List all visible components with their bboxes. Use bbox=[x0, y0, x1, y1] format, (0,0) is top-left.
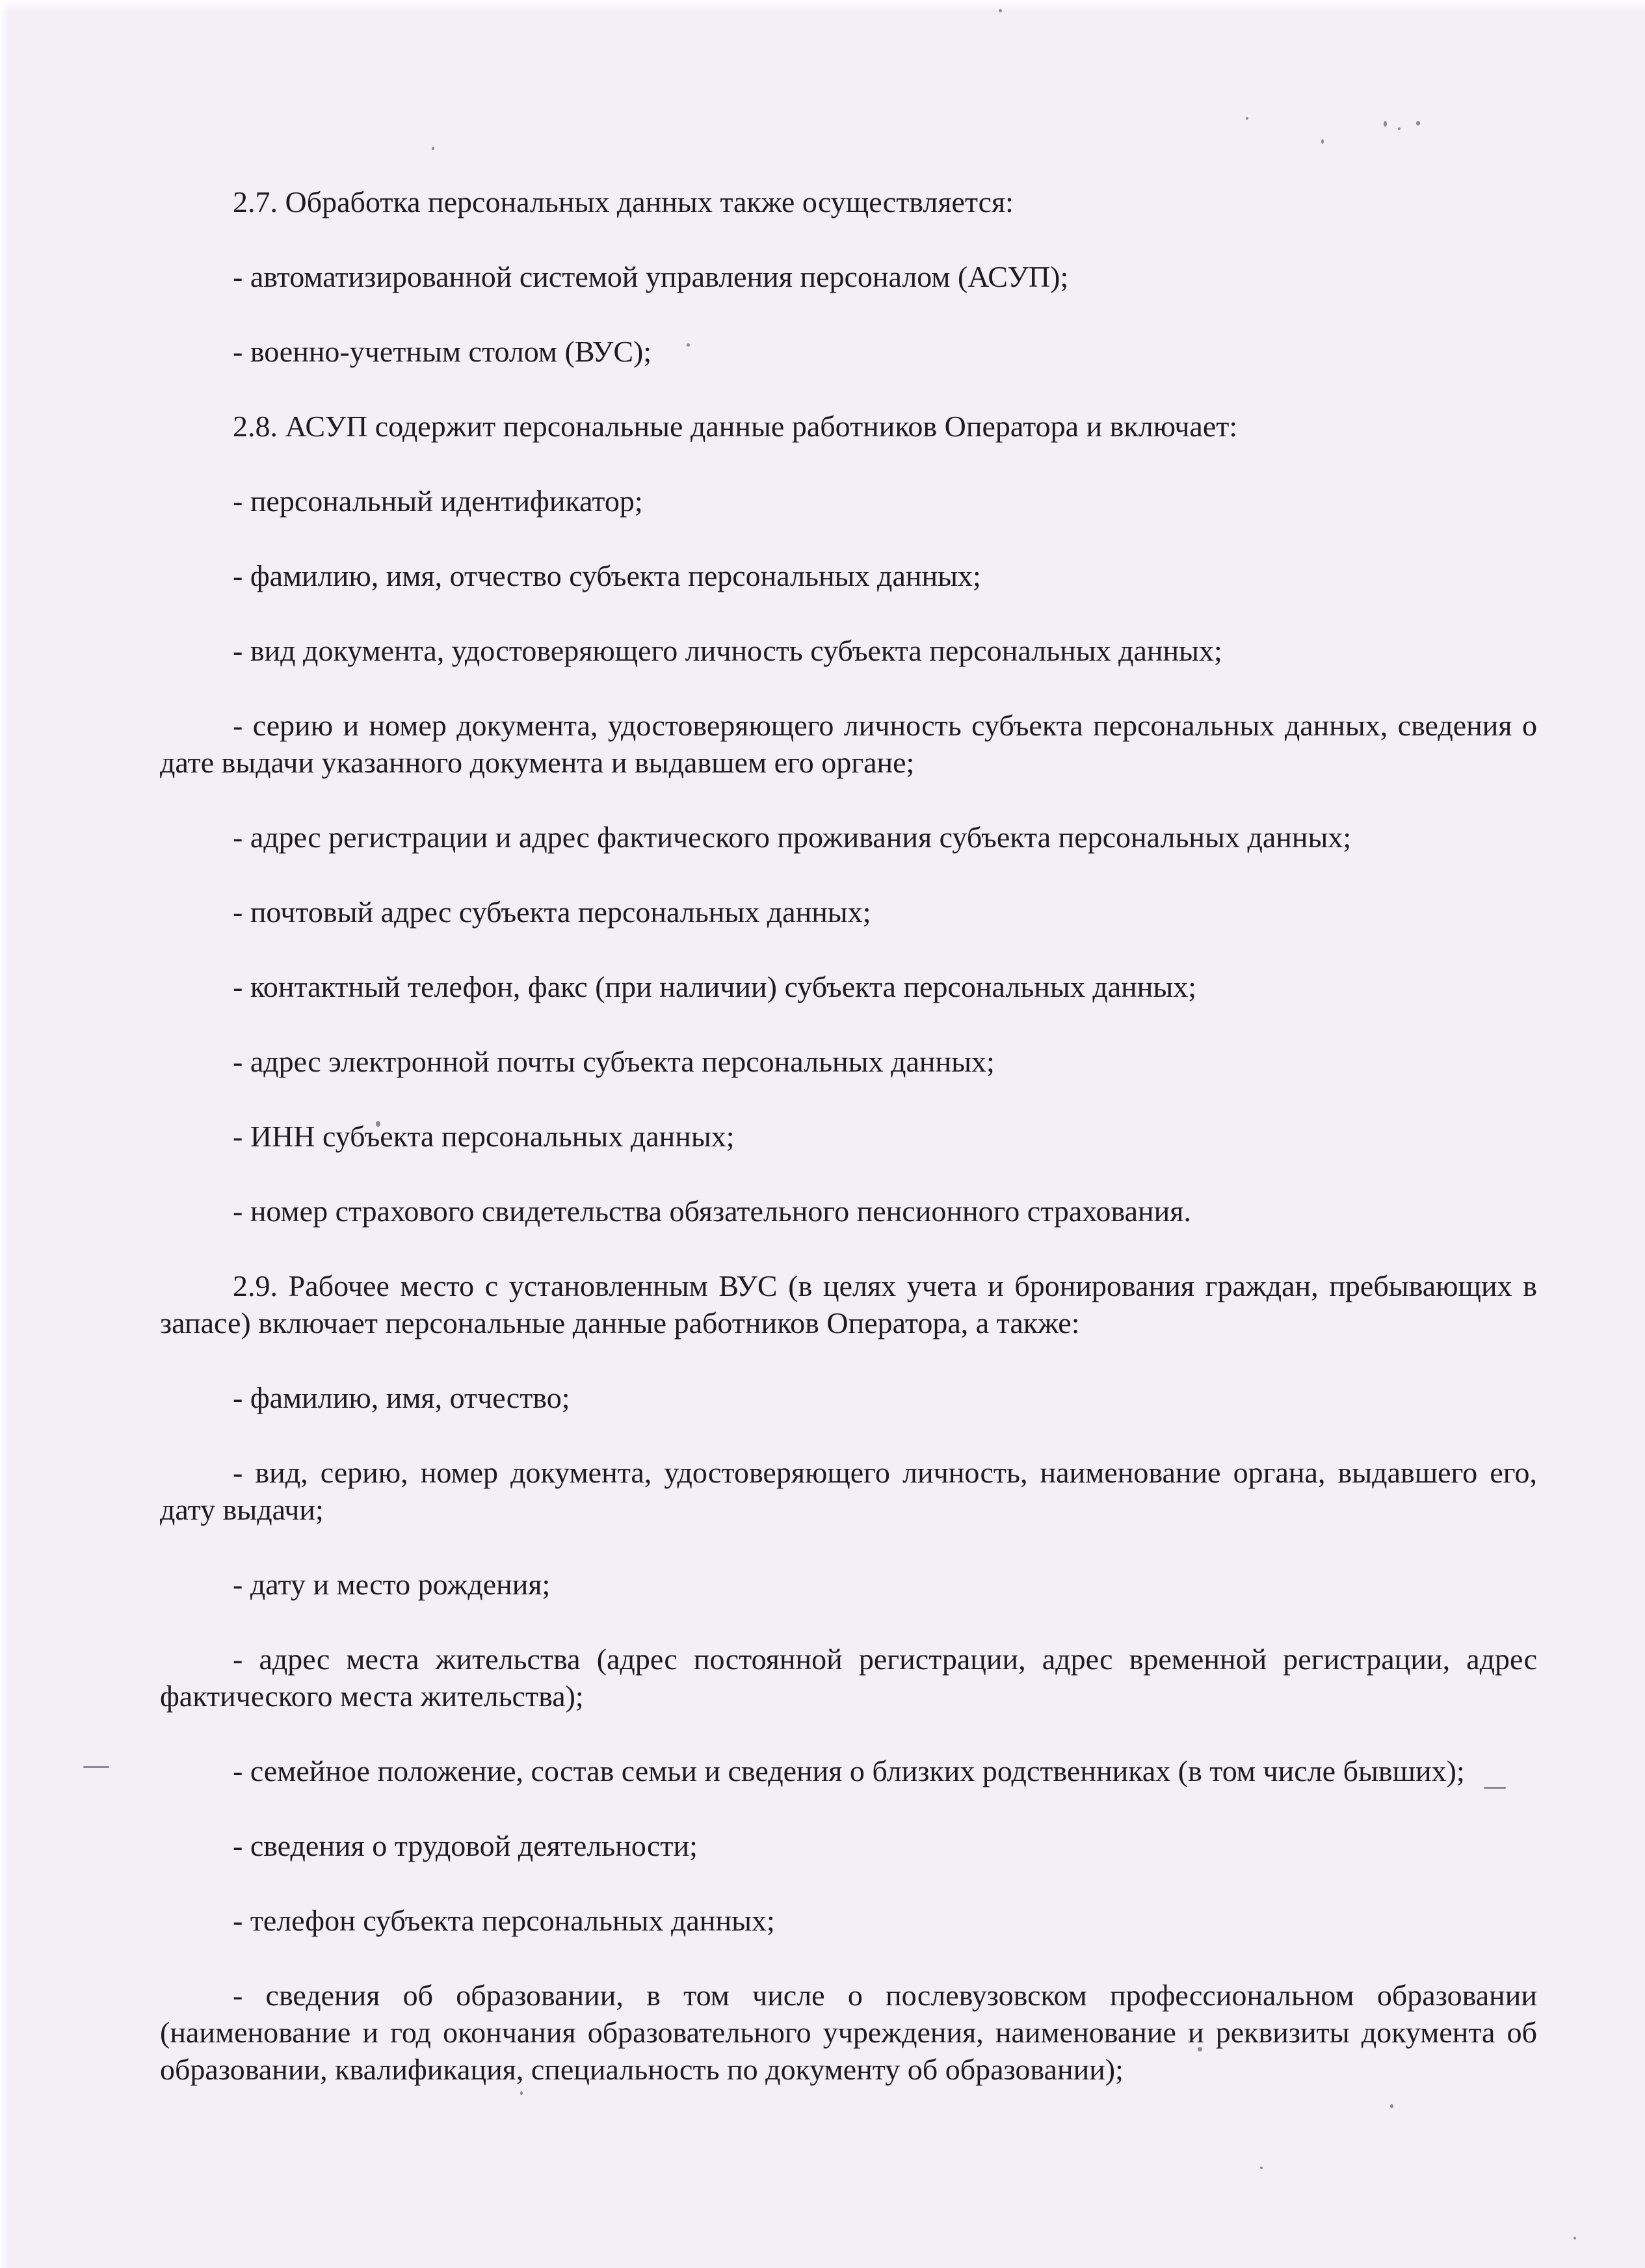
list-item-employment: - сведения о трудовой деятельности; bbox=[233, 1829, 698, 1862]
list-item-personal-id: - персональный идентификатор; bbox=[233, 484, 643, 518]
list-item-inn: - ИНН субъекта персональных данных; bbox=[233, 1120, 735, 1153]
scan-speck bbox=[520, 2091, 523, 2095]
scan-speck bbox=[1246, 117, 1248, 120]
list-item-phone-fax: - контактный телефон, факс (при наличии) субъекта персональных данных; bbox=[233, 970, 1197, 1003]
list-item-phone: - телефон субъекта персональных данных; bbox=[233, 1904, 775, 1937]
paragraph-2-9: 2.9. Рабочее место с установленным ВУС (в целях учета и бронирования граждан, пребывающих в запасе) включает персональные данные работников Оператора, а также: bbox=[160, 1269, 1537, 1339]
list-item-pension-insurance: - номер страхового свидетельства обязательного пенсионного страхования. bbox=[233, 1194, 1191, 1228]
scan-speck bbox=[1398, 127, 1401, 130]
scan-speck bbox=[83, 1766, 109, 1768]
scan-speck bbox=[1260, 2167, 1263, 2169]
list-item-birth: - дату и место рождения; bbox=[233, 1568, 551, 1601]
document-body bbox=[160, 183, 1537, 2088]
scan-speck bbox=[1416, 121, 1420, 125]
scan-speck bbox=[1321, 139, 1324, 144]
list-item-id-document-number: - серию и номер документа, удостоверяющего личность субъекта персональных данных, сведения о дате выдачи указанного документа и выдавшем его органе; bbox=[160, 709, 1537, 779]
paragraph-2-8: 2.8. АСУП содержит персональные данные работников Оператора и включает: bbox=[233, 410, 1238, 443]
scan-speck bbox=[1384, 121, 1387, 127]
list-item-id-document-type: - вид документа, удостоверяющего личность субъекта персональных данных; bbox=[233, 634, 1222, 667]
list-item-full-name: - фамилию, имя, отчество субъекта персональных данных; bbox=[233, 559, 981, 592]
paragraph-2-7: 2.7. Обработка персональных данных также осуществляется: bbox=[233, 185, 1014, 218]
list-item-residence-address: - адрес места жительства (адрес постоянной регистрации, адрес временной регистрации, адрес фактического места жительства); bbox=[160, 1642, 1537, 1713]
scan-speck bbox=[1390, 2104, 1393, 2108]
list-item-full-name-2: - фамилию, имя, отчество; bbox=[233, 1381, 570, 1414]
scan-speck bbox=[999, 9, 1002, 12]
list-item-asup: - автоматизированной системой управления персоналом (АСУП); bbox=[233, 260, 1069, 293]
scan-speck bbox=[1573, 2237, 1576, 2239]
list-item-addresses: - адрес регистрации и адрес фактического проживания субъекта персональных данных; bbox=[233, 821, 1352, 854]
list-item-education: - сведения об образовании, в том числе о послевузовском профессиональном образовании (наименование и год окончания образовательного учреждения, наименование и реквизиты документа об образовании, квалификация, специальность по документу об образовании); bbox=[160, 1979, 1537, 2086]
list-item-family: - семейное положение, состав семьи и сведения о близких родственниках (в том числе бывших); bbox=[233, 1754, 1465, 1787]
list-item-postal-address: - почтовый адрес субъекта персональных данных; bbox=[233, 895, 871, 929]
list-item-id-document-details: - вид, серию, номер документа, удостоверяющего личность, наименование органа, выдавшего его, дату выдачи; bbox=[160, 1456, 1537, 1526]
scan-speck bbox=[432, 147, 434, 150]
list-item-vus: - военно-учетным столом (ВУС); bbox=[233, 335, 652, 368]
list-item-email: - адрес электронной почты субъекта персональных данных; bbox=[233, 1045, 995, 1078]
